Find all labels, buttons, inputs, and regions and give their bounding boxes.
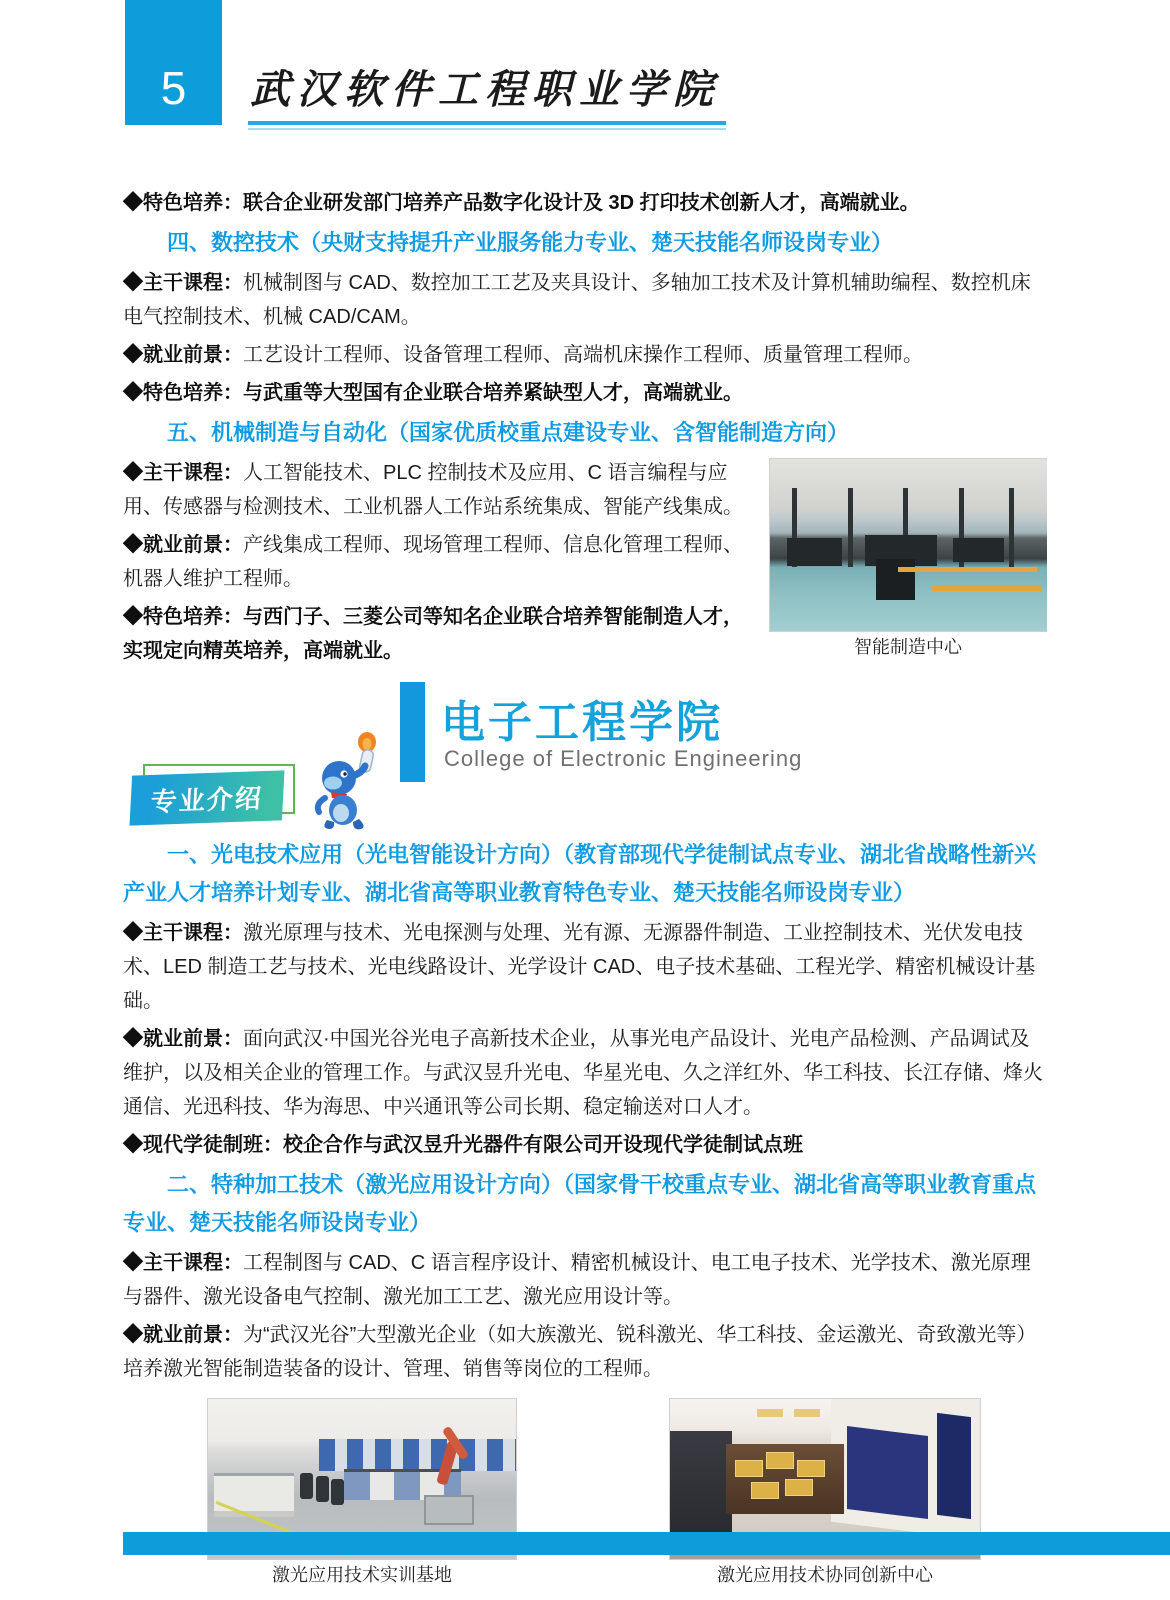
nc-jobs-label: ◆就业前景： — [123, 344, 243, 366]
smart-manufacturing-caption: 智能制造中心 — [854, 637, 962, 657]
major-heading-auto: 五、机械制造与自动化（国家优质校重点建设专业、含智能制造方向） — [167, 420, 850, 445]
photo-pillar — [848, 488, 853, 567]
opto-apprentice-text: 校企合作与武汉昱升光器件有限公司开设现代学徒制试点班 — [283, 1134, 803, 1156]
photo-ceiling-light — [757, 1409, 783, 1417]
auto-courses-text: 人工智能技术、PLC 控制技术及应用、C 语言编程与应用、传感器与检测技术、工业机器人工作站系统集成、智能产线集成。 — [123, 462, 743, 518]
smart-manufacturing-figure — [769, 458, 1047, 658]
laser-base-figure — [207, 1398, 517, 1586]
innovation-center-figure — [669, 1398, 981, 1586]
page-number: 5 — [160, 62, 187, 114]
photo-display-board — [847, 1426, 928, 1519]
photo-plaque — [766, 1452, 794, 1469]
college-subtitle: College of Electronic Engineering — [444, 746, 803, 771]
footer-bar — [123, 1532, 1170, 1555]
opto-jobs-label: ◆就业前景： — [123, 1028, 243, 1050]
opto-jobs-paragraph — [123, 1022, 1047, 1124]
opto-apprentice-paragraph — [123, 1128, 1047, 1162]
nc-courses-paragraph — [123, 266, 1047, 334]
photo-machine — [787, 538, 843, 566]
major-heading-nc: 四、数控技术（央财支持提升产业服务能力专业、楚天技能名师设岗专业） — [167, 230, 894, 255]
nc-feature-label: ◆特色培养： — [123, 382, 243, 404]
laser-courses-paragraph — [123, 1246, 1047, 1314]
page-number-box — [125, 0, 222, 125]
photo-windows — [319, 1439, 516, 1471]
opto-courses-paragraph — [123, 916, 1047, 1018]
feature-3d-text: 联合企业研发部门培养产品数字化设计及 3D 打印技术创新人才，高端就业。 — [243, 192, 920, 214]
nc-courses-label: ◆主干课程： — [123, 272, 243, 294]
opto-apprentice-label: ◆现代学徒制班： — [123, 1134, 283, 1156]
school-title-block — [248, 58, 726, 130]
photo-chair — [316, 1476, 329, 1502]
photo-plaque — [751, 1482, 779, 1499]
photo-plaque — [797, 1460, 825, 1477]
photo-display-board — [937, 1413, 971, 1520]
photo-screen — [876, 559, 915, 600]
bottom-photos-row — [207, 1398, 1047, 1586]
badge-label: 专业介绍 — [130, 770, 285, 825]
feature-3d-label: ◆特色培养： — [123, 192, 243, 214]
nc-courses-text: 机械制图与 CAD、数控加工工艺及夹具设计、多轴加工技术及计算机辅助编程、数控机床电气控制技术、机械 CAD/CAM。 — [123, 272, 1031, 328]
innovation-center-caption: 激光应用技术协同创新中心 — [717, 1565, 933, 1585]
major-heading-laser: 二、特种加工技术（激光应用设计方向）（国家骨干校重点专业、湖北省高等职业教育重点专业、楚天技能名师设岗专业） — [123, 1172, 1037, 1235]
laser-jobs-paragraph — [123, 1318, 1047, 1386]
feature-3d-paragraph — [123, 186, 1047, 220]
opto-jobs-text: 面向武汉·中国光谷光电子高新技术企业，从事光电产品设计、光电产品检测、产品调试及维护，以及相关企业的管理工作。与武汉昱升光电、华星光电、久之洋红外、华工科技、长江存储、烽火通信、光迅科技、华为海思、中兴通讯等公司长期、稳定输送对口人才。 — [123, 1028, 1043, 1118]
college-header-block — [123, 682, 1047, 834]
photo-pillar — [1009, 488, 1014, 567]
auto-jobs-label: ◆就业前景： — [123, 534, 243, 556]
major-intro-badge — [131, 764, 301, 828]
nc-jobs-text: 工艺设计工程师、设备管理工程师、高端机床操作工程师、质量管理工程师。 — [243, 344, 923, 366]
school-name-logo: 武汉软件工程职业学院 — [248, 58, 726, 125]
laser-courses-text: 工程制图与 CAD、C 语言程序设计、精密机械设计、电工电子技术、光学技术、激光原理与器件、激光设备电气控制、激光加工工艺、激光应用设计等。 — [123, 1252, 1031, 1308]
photo-plaque — [785, 1479, 813, 1496]
laser-courses-label: ◆主干课程： — [123, 1252, 243, 1274]
auto-feature-label: ◆特色培养： — [123, 606, 243, 628]
photo-plaque — [735, 1460, 763, 1477]
main-content — [123, 186, 1047, 1586]
photo-chair — [331, 1479, 344, 1505]
photo-chair — [300, 1473, 313, 1499]
photo-machine — [953, 538, 1003, 562]
major-heading-optoelectronics: 一、光电技术应用（光电智能设计方向）（教育部现代学徒制试点专业、湖北省战略性新兴产业人才培养计划专业、湖北省高等职业教育特色专业、楚天技能名师设岗专业） — [123, 842, 1037, 905]
auto-jobs-text: 产线集成工程师、现场管理工程师、信息化管理工程师、机器人维护工程师。 — [123, 534, 743, 590]
laser-base-caption: 激光应用技术实训基地 — [272, 1565, 452, 1585]
nc-jobs-paragraph — [123, 338, 1047, 372]
nc-feature-paragraph — [123, 376, 1047, 410]
smart-manufacturing-photo — [769, 458, 1047, 632]
opto-courses-label: ◆主干课程： — [123, 922, 243, 944]
photo-ceiling-light — [794, 1409, 820, 1417]
nc-feature-text: 与武重等大型国有企业联合培养紧缺型人才，高端就业。 — [243, 382, 743, 404]
laser-jobs-label: ◆就业前景： — [123, 1324, 243, 1346]
section-machine-automation — [123, 456, 1047, 672]
auto-courses-label: ◆主干课程： — [123, 462, 243, 484]
photo-railing — [898, 567, 1037, 572]
opto-courses-text: 激光原理与技术、光电探测与处理、光有源、无源器件制造、工业控制技术、光伏发电技术、LED 制造工艺与技术、光电线路设计、光学设计 CAD、电子技术基础、工程光学、精密机械设计基础。 — [123, 922, 1036, 1012]
mascot-icon — [301, 732, 393, 832]
photo-table — [424, 1495, 474, 1525]
laser-jobs-text: 为“武汉光谷”大型激光企业（如大族激光、锐科激光、华工科技、金运激光、奇致激光等）培养激光智能制造装备的设计、管理、销售等岗位的工程师。 — [123, 1324, 1037, 1380]
photo-railing — [931, 586, 1042, 591]
photo-workstations — [214, 1473, 294, 1518]
college-title: 电子工程学院 — [441, 698, 723, 747]
college-title-bar — [400, 682, 425, 782]
auto-feature-text: 与西门子、三菱公司等知名企业联合培养智能制造人才，实现定向精英培养，高端就业。 — [123, 606, 743, 662]
